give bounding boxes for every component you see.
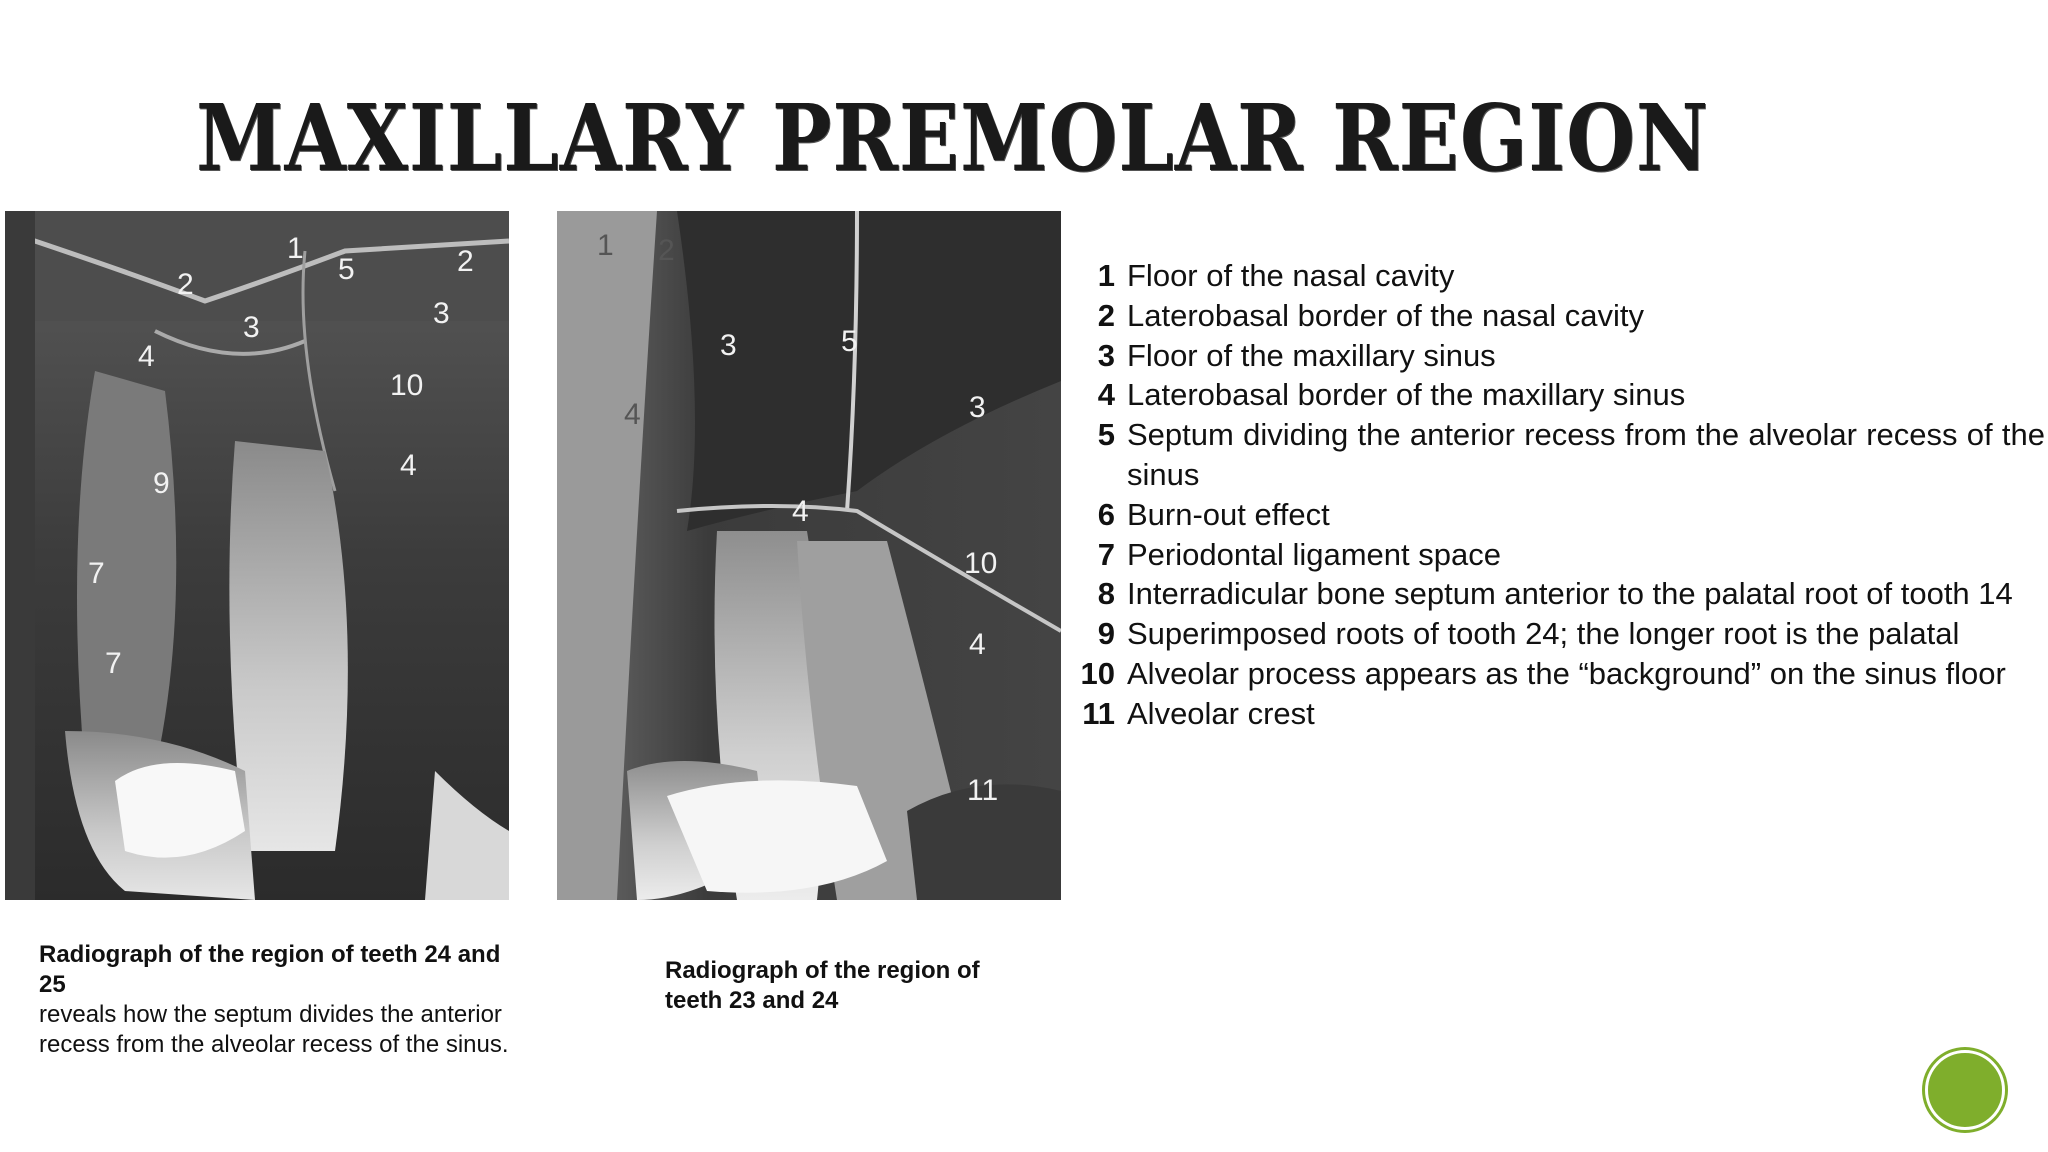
legend-text: Floor of the maxillary sinus (1127, 337, 1496, 373)
label-2: 2 (658, 234, 675, 267)
legend-number: 6 (1097, 496, 1115, 532)
legend-text: Periodontal ligament space (1127, 536, 1501, 572)
label-1: 1 (597, 229, 614, 262)
legend-item (1065, 256, 2045, 296)
legend-number: 3 (1097, 337, 1115, 373)
label-4: 4 (400, 449, 417, 482)
caption-right-title: Radiograph of the region of teeth 23 and 24 (665, 957, 980, 1014)
legend-number: 7 (1097, 536, 1115, 572)
legend-number: 4 (1097, 377, 1115, 413)
caption-left-text: reveals how the septum divides the anterior recess from the alveolar recess of the sinus. (39, 1001, 509, 1058)
label-10: 10 (964, 547, 998, 580)
decorative-green-circle (1925, 1050, 2005, 1130)
label-4: 4 (969, 628, 986, 661)
label-7: 7 (88, 557, 105, 590)
legend-text: Burn-out effect (1127, 496, 1330, 532)
label-4: 4 (624, 398, 641, 431)
label-3: 3 (433, 297, 450, 330)
label-10: 10 (390, 369, 424, 402)
caption-left (39, 940, 509, 1060)
legend-list (1065, 256, 2045, 734)
legend-item (1065, 614, 2045, 654)
label-5: 5 (338, 253, 355, 286)
label-2: 2 (177, 268, 194, 301)
legend-text: Interradicular bone septum anterior to the palatal root of tooth 14 (1127, 576, 2013, 612)
legend-text: Laterobasal border of the nasal cavity (1127, 297, 1644, 333)
legend-text: Alveolar crest (1127, 695, 1315, 731)
legend-item (1065, 415, 2045, 495)
legend-number: 10 (1080, 655, 1115, 691)
label-4: 4 (792, 495, 809, 528)
legend-number: 9 (1097, 616, 1115, 652)
legend-number: 1 (1097, 258, 1115, 293)
legend-text: Septum dividing the anterior recess from the alveolar recess of the sinus (1127, 417, 2045, 492)
legend-item (1065, 574, 2045, 614)
label-3: 3 (243, 311, 260, 344)
legend-item (1065, 654, 2045, 694)
label-4: 4 (138, 340, 155, 373)
label-5: 5 (841, 325, 858, 358)
legend-text: Alveolar process appears as the “background” on the sinus floor (1127, 655, 2006, 691)
label-7: 7 (105, 647, 122, 680)
legend-text: Laterobasal border of the maxillary sinus (1127, 377, 1686, 413)
legend-item (1065, 336, 2045, 376)
legend-item (1065, 375, 2045, 415)
legend-item (1065, 296, 2045, 336)
legend-number: 5 (1097, 417, 1115, 453)
legend-number: 8 (1097, 576, 1115, 612)
label-2: 2 (457, 245, 474, 278)
label-3: 3 (720, 329, 737, 362)
legend-item (1065, 495, 2045, 535)
legend-item (1065, 535, 2045, 575)
radiograph-teeth-24-25 (5, 211, 509, 900)
legend-text: Floor of the nasal cavity (1127, 258, 1455, 293)
legend-number: 2 (1097, 297, 1115, 333)
radiograph-teeth-23-24 (557, 211, 1061, 900)
legend-item (1065, 694, 2045, 734)
legend-text: Superimposed roots of tooth 24; the longer root is the palatal (1127, 616, 1960, 652)
caption-right (665, 956, 1025, 1016)
label-1: 1 (287, 232, 304, 265)
legend-number: 11 (1082, 695, 1115, 731)
label-9: 9 (153, 467, 170, 500)
label-3: 3 (969, 391, 986, 424)
label-11: 11 (967, 774, 999, 807)
caption-left-title: Radiograph of the region of teeth 24 and 25 (39, 941, 501, 998)
slide-title: MAXILLARY PREMOLAR REGION (196, 84, 1710, 192)
